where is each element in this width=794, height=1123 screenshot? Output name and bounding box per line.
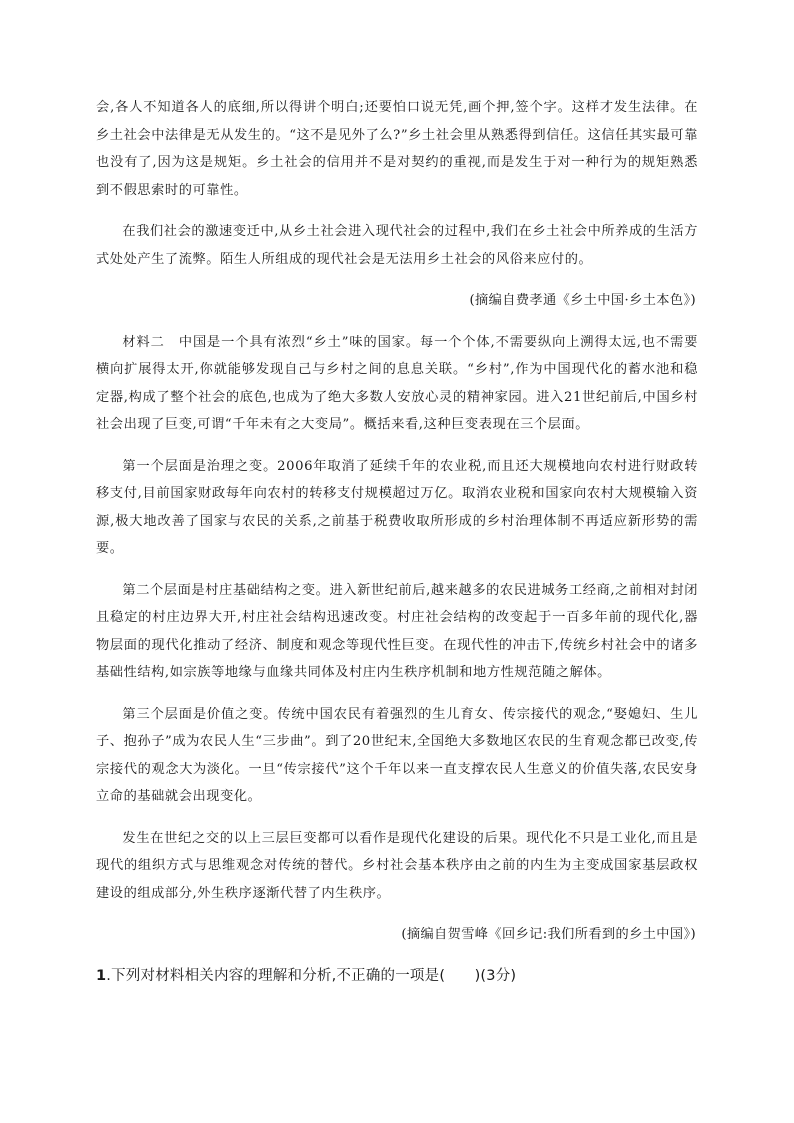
- source-citation-fei: (摘编自费孝通《乡土中国·乡土本色》): [469, 293, 696, 308]
- paragraph-material-two: 材料二 中国是一个具有浓烈“乡土”味的国家。每一个个体,不需要纵向上溯得太远,也不需要横向扩展得太开,你就能够发现自己与乡村之间的息息关联。“乡村”,作为中国现代化的蓄水池和稳定器,构成了整个社会的底色,也成为了绝大多数人安放心灵的精神家园。进入21世纪前后,中国乡村社会出现了巨变,可谓“千年未有之大变局”。概括来看,这种巨变表现在三个层面。: [96, 334, 698, 432]
- paragraph-structure-change: 第二个层面是村庄基础结构之变。进入新世纪前后,越来越多的农民进城务工经商,之前相对封闭且稳定的村庄边界大开,村庄社会结构迅速改变。村庄社会结构的改变起于一百多年前的现代化,器物层面的现代化推动了经济、制度和观念等现代性巨变。在现代性的冲击下,传统乡村社会中的诸多基础性结构,如宗族等地缘与血缘共同体及村庄内生秩序机制和地方性规范随之解体。: [96, 582, 698, 680]
- paragraph-social-change: 在我们社会的激速变迁中,从乡土社会进入现代社会的过程中,我们在乡土社会中所养成的生活方式处处产生了流弊。陌生人所组成的现代社会是无法用乡土社会的风俗来应付的。: [96, 224, 698, 267]
- question-number: 1: [96, 967, 107, 984]
- paragraph-governance-change: 第一个层面是治理之变。2006年取消了延续千年的农业税,而且还大规模地向农村进行财政转移支付,目前国家财政每年向农村的转移支付规模超过万亿。取消农业税和国家向农村大规模输入资源,极大地改善了国家与农民的关系,之前基于税费收取所形成的乡村治理体制不再适应新形势的需要。: [96, 458, 698, 556]
- source-citation-he: (摘编自贺雪峰《回乡记:我们所看到的乡土中国》): [401, 927, 696, 942]
- question-text: .下列对材料相关内容的理解和分析,不正确的一项是( )(3分): [106, 967, 517, 984]
- question-1: [96, 963, 698, 990]
- paragraph-continued: 会,各人不知道各人的底细,所以得讲个明白;还要怕口说无凭,画个押,签个字。这样才发生法律。在乡土社会中法律是无从发生的。“这不是见外了么?”乡土社会里从熟悉得到信任。这信任其实最可靠也没有了,因为这是规矩。乡土社会的信用并不是对契约的重视,而是发生于对一种行为的规矩熟悉到不假思索时的可靠性。: [96, 100, 698, 198]
- paragraph-conclusion: 发生在世纪之交的以上三层巨变都可以看作是现代化建设的后果。现代化不只是工业化,而且是现代的组织方式与思维观念对传统的替代。乡村社会基本秩序由之前的内生为主变成国家基层政权建设的组成部分,外生秩序逐渐代替了内生秩序。: [96, 830, 698, 901]
- paragraph-value-change: 第三个层面是价值之变。传统中国农民有着强烈的生儿育女、传宗接代的观念,“娶媳妇、生儿子、抱孙子”成为农民人生“三步曲”。到了20世纪末,全国绝大多数地区农民的生育观念都已改变,传宗接代的观念大为淡化。一旦“传宗接代”这个千年以来一直支撑农民人生意义的价值失落,农民安身立命的基础就会出现变化。: [96, 706, 698, 804]
